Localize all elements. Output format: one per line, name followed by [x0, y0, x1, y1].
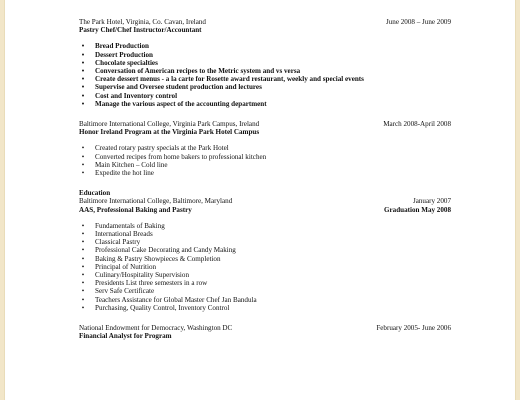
education-graduation: Graduation May 2008: [384, 205, 451, 214]
bullet-marker: •: [81, 83, 85, 92]
bullet-marker: •: [81, 99, 85, 108]
bullet-marker: •: [81, 91, 85, 100]
job-org: The Park Hotel, Virginia, Co. Cavan, Ireland: [79, 18, 206, 26]
resume-page: [5, 0, 515, 400]
job-date: March 2008-April 2008: [383, 120, 451, 129]
bullet-marker: •: [81, 75, 85, 84]
job-honor-ireland: [79, 120, 451, 177]
list-item: • Cost and Inventory control: [79, 92, 451, 100]
list-item: • Professional Cake Decorating and Candy Making: [79, 246, 451, 254]
bullet-marker: •: [81, 246, 85, 255]
bullet-marker: •: [81, 58, 85, 67]
bullet-marker: •: [81, 144, 85, 153]
bullet-marker: •: [81, 160, 85, 169]
bullet-marker: •: [81, 67, 85, 76]
resume-content: [79, 18, 451, 340]
list-item: • Conversation of American recipes to the Metric system and vs versa: [79, 67, 451, 75]
job-bullet-list: [79, 144, 451, 177]
list-item: • Bread Production: [79, 42, 451, 50]
job-header: [79, 324, 451, 332]
list-item: • Culinary/Hospitality Supervision: [79, 271, 451, 279]
list-item: • Presidents List three semesters in a row: [79, 279, 451, 287]
list-item: • Expedite the hot line: [79, 169, 451, 177]
job-bullet-list: [79, 42, 451, 108]
bullet-marker: •: [81, 42, 85, 51]
job-title: Pastry Chef/Chef Instructor/Accountant: [79, 26, 202, 35]
bullet-marker: •: [81, 50, 85, 59]
job-org: Baltimore International College, Virginia Park Campus, Ireland: [79, 120, 260, 129]
education-date: January 2007: [412, 197, 451, 206]
education-school-row: [79, 197, 451, 205]
education-heading: Education: [79, 189, 111, 198]
job-date: June 2008 – June 2009: [385, 18, 451, 26]
list-item: • Teachers Assistance for Global Master Chef Jan Bandula: [79, 296, 451, 304]
list-item: • International Breads: [79, 230, 451, 238]
list-item: • Classical Pastry: [79, 238, 451, 246]
list-item: • Manage the various aspect of the accounting department: [79, 100, 451, 108]
education-bullet-list: [79, 222, 451, 312]
list-item: • Main Kitchen – Cold line: [79, 161, 451, 169]
job-date: February 2005- June 2006: [376, 324, 451, 333]
job-org: National Endowment for Democracy, Washington DC: [79, 324, 233, 333]
list-item: • Serv Safe Certificate: [79, 287, 451, 295]
bullet-marker: •: [81, 279, 85, 288]
job-header: [79, 18, 451, 26]
list-item: • Chocolate specialties: [79, 59, 451, 67]
bullet-marker: •: [81, 262, 85, 271]
bullet-marker: •: [81, 303, 85, 312]
list-item: • Converted recipes from home bakers to professional kitchen: [79, 153, 451, 161]
education-school: Baltimore International College, Baltimore, Maryland: [79, 197, 233, 206]
bullet-marker: •: [81, 230, 85, 239]
bullet-marker: •: [81, 295, 85, 304]
list-item: • Create dessert menus - a la carte for Rosette award restaurant, weekly and special events: [79, 75, 451, 83]
bullet-marker: •: [81, 152, 85, 161]
list-item: • Dessert Production: [79, 51, 451, 59]
list-item: • Created rotary pastry specials at the Park Hotel: [79, 144, 451, 152]
job-title: Honor Ireland Program at the Virginia Park Hotel Campus: [79, 128, 260, 137]
bullet-marker: •: [81, 169, 85, 178]
list-item: • Fundamentals of Baking: [79, 222, 451, 230]
bullet-marker: •: [81, 254, 85, 263]
bullet-marker: •: [81, 238, 85, 247]
list-item: • Baking & Pastry Showpieces & Completion: [79, 255, 451, 263]
job-header: [79, 120, 451, 128]
job-title: Financial Analyst for Program: [79, 332, 172, 341]
education-degree-row: [79, 206, 451, 214]
job-park-hotel: [79, 18, 451, 108]
education-degree: AAS, Professional Baking and Pastry: [79, 205, 192, 214]
list-item: • Purchasing, Quality Control, Inventory Control: [79, 304, 451, 312]
list-item: • Supervise and Oversee student production and lectures: [79, 83, 451, 91]
bullet-marker: •: [81, 287, 85, 296]
job-national-endowment: [79, 324, 451, 340]
education-section: [79, 189, 451, 312]
bullet-marker: •: [81, 271, 85, 280]
bullet-marker: •: [81, 221, 85, 230]
list-item: • Principal of Nutrition: [79, 263, 451, 271]
